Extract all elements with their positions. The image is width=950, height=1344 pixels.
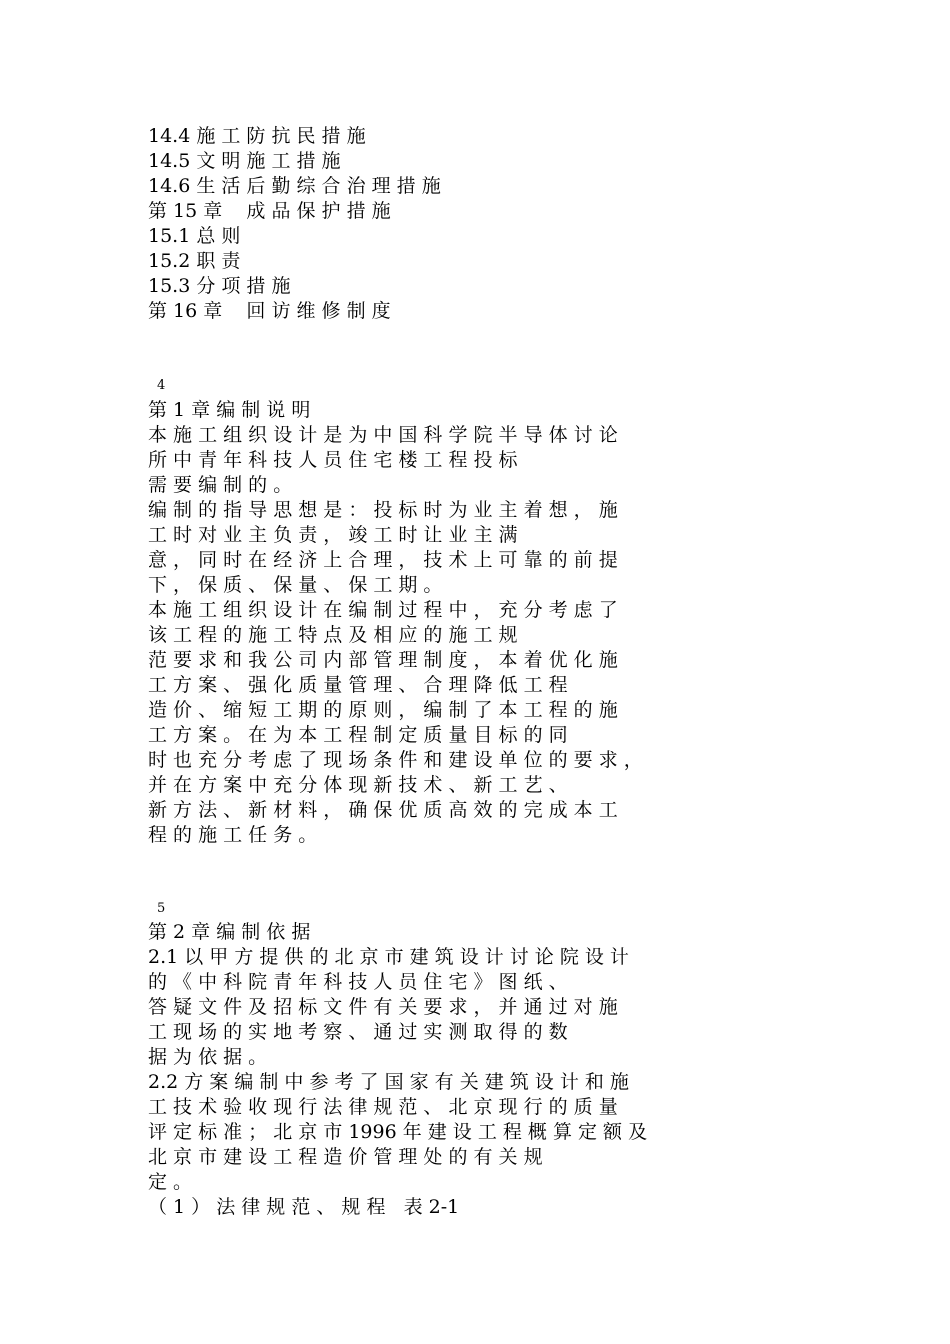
body-line: 据 为 依 据 。	[148, 1046, 268, 1068]
body-line: 的 《 中 科 院 青 年 科 技 人 员 住 宅 》 图 纸 、	[148, 971, 568, 993]
chapter-heading: 第 2 章 编 制 依 据	[148, 921, 311, 943]
toc-entry: 第 15 章 成 品 保 护 措 施	[148, 200, 391, 222]
body-line: 工 时 对 业 主 负 责 ， 竣 工 时 让 业 主 满	[148, 524, 518, 546]
body-line: 编 制 的 指 导 思 想 是 ： 投 标 时 为 业 主 着 想 ， 施	[148, 499, 618, 521]
body-line: 新 方 法 、 新 材 料 ， 确 保 优 质 高 效 的 完 成 本 工	[148, 799, 618, 821]
body-line: 本 施 工 组 织 设 计 在 编 制 过 程 中 ， 充 分 考 虑 了	[148, 599, 618, 621]
body-line: 评 定 标 准 ； 北 京 市 1996 年 建 设 工 程 概 算 定 额 及	[148, 1121, 648, 1143]
body-line: 2.1 以 甲 方 提 供 的 北 京 市 建 筑 设 计 讨 论 院 设 计	[148, 946, 629, 968]
body-line: 需 要 编 制 的 。	[148, 474, 293, 496]
toc-entry: 第 16 章 回 访 维 修 制 度	[148, 300, 391, 322]
body-line: 北 京 市 建 设 工 程 造 价 管 理 处 的 有 关 规	[148, 1146, 543, 1168]
page-number: 4	[157, 378, 166, 393]
toc-entry: 14.5 文 明 施 工 措 施	[148, 150, 341, 172]
body-line: 工 方 案 、 强 化 质 量 管 理 、 合 理 降 低 工 程	[148, 674, 568, 696]
body-line: 工 技 术 验 收 现 行 法 律 规 范 、 北 京 现 行 的 质 量	[148, 1096, 618, 1118]
toc-entry: 14.6 生 活 后 勤 综 合 治 理 措 施	[148, 175, 441, 197]
body-line: 下 ， 保 质 、 保 量 、 保 工 期 。	[148, 574, 443, 596]
toc-entry: 15.2 职 责	[148, 250, 241, 272]
toc-entry: 14.4 施 工 防 抗 民 措 施	[148, 125, 366, 147]
body-line: 该 工 程 的 施 工 特 点 及 相 应 的 施 工 规	[148, 624, 518, 646]
body-line: 本 施 工 组 织 设 计 是 为 中 国 科 学 院 半 导 体 讨 论	[148, 424, 618, 446]
body-line: 造 价 、 缩 短 工 期 的 原 则 ， 编 制 了 本 工 程 的 施	[148, 699, 618, 721]
chapter-heading: 第 1 章 编 制 说 明	[148, 399, 311, 421]
body-line: 程 的 施 工 任 务 。	[148, 824, 318, 846]
page-number: 5	[157, 901, 166, 916]
body-line: 意 ， 同 时 在 经 济 上 合 理 ， 技 术 上 可 靠 的 前 提	[148, 549, 618, 571]
body-line: 2.2 方 案 编 制 中 参 考 了 国 家 有 关 建 筑 设 计 和 施	[148, 1071, 629, 1093]
body-line: 时 也 充 分 考 虑 了 现 场 条 件 和 建 设 单 位 的 要 求 ，	[148, 749, 643, 771]
body-line: 定 。	[148, 1171, 193, 1193]
body-line: 并 在 方 案 中 充 分 体 现 新 技 术 、 新 工 艺 、	[148, 774, 568, 796]
body-line: 答 疑 文 件 及 招 标 文 件 有 关 要 求 ， 并 通 过 对 施	[148, 996, 618, 1018]
toc-entry: 15.1 总 则	[148, 225, 241, 247]
body-line: 范 要 求 和 我 公 司 内 部 管 理 制 度 ， 本 着 优 化 施	[148, 649, 618, 671]
table-caption: （ 1 ） 法 律 规 范 、 规 程 表 2-1	[148, 1196, 460, 1218]
body-line: 工 方 案 。 在 为 本 工 程 制 定 质 量 目 标 的 同	[148, 724, 568, 746]
body-line: 工 现 场 的 实 地 考 察 、 通 过 实 测 取 得 的 数	[148, 1021, 568, 1043]
body-line: 所 中 青 年 科 技 人 员 住 宅 楼 工 程 投 标	[148, 449, 518, 471]
toc-entry: 15.3 分 项 措 施	[148, 275, 291, 297]
